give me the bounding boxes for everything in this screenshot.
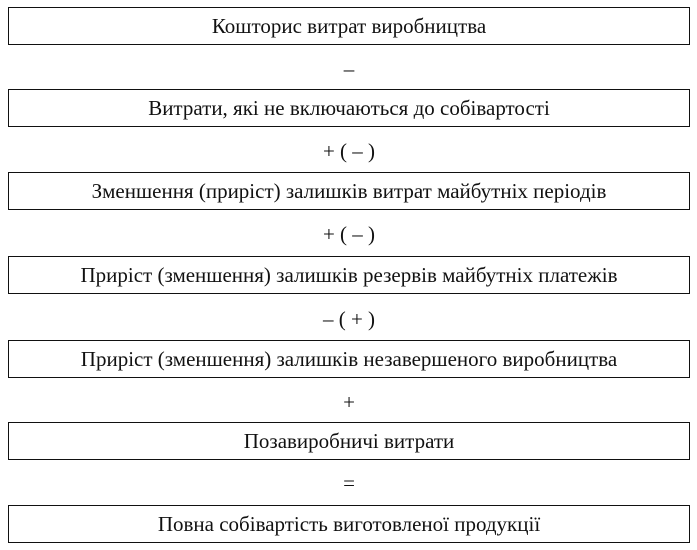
box-deferred-expenses-change: Зменшення (приріст) залишків витрат майбутніх періодів [8,172,690,210]
operator-equals: = [343,470,355,495]
box-full-cost-of-products: Повна собівартість виготовленої продукції [8,505,690,543]
operator-plus-minus-2: + ( – ) [322,221,376,246]
box-excluded-expenses: Витрати, які не включаються до собівартості [8,89,690,127]
operator-minus: – [343,56,355,81]
box-future-payments-reserves-change: Приріст (зменшення) залишків резервів майбутніх платежів [8,256,690,294]
operator-plus: + [343,389,355,414]
box-non-production-expenses: Позавиробничі витрати [8,422,690,460]
box-work-in-progress-change: Приріст (зменшення) залишків незавершеного виробництва [8,340,690,378]
operator-plus-minus-1: + ( – ) [322,138,376,163]
box-production-cost-estimate: Кошторис витрат виробництва [8,7,690,45]
operator-minus-plus: – ( + ) [322,306,376,331]
